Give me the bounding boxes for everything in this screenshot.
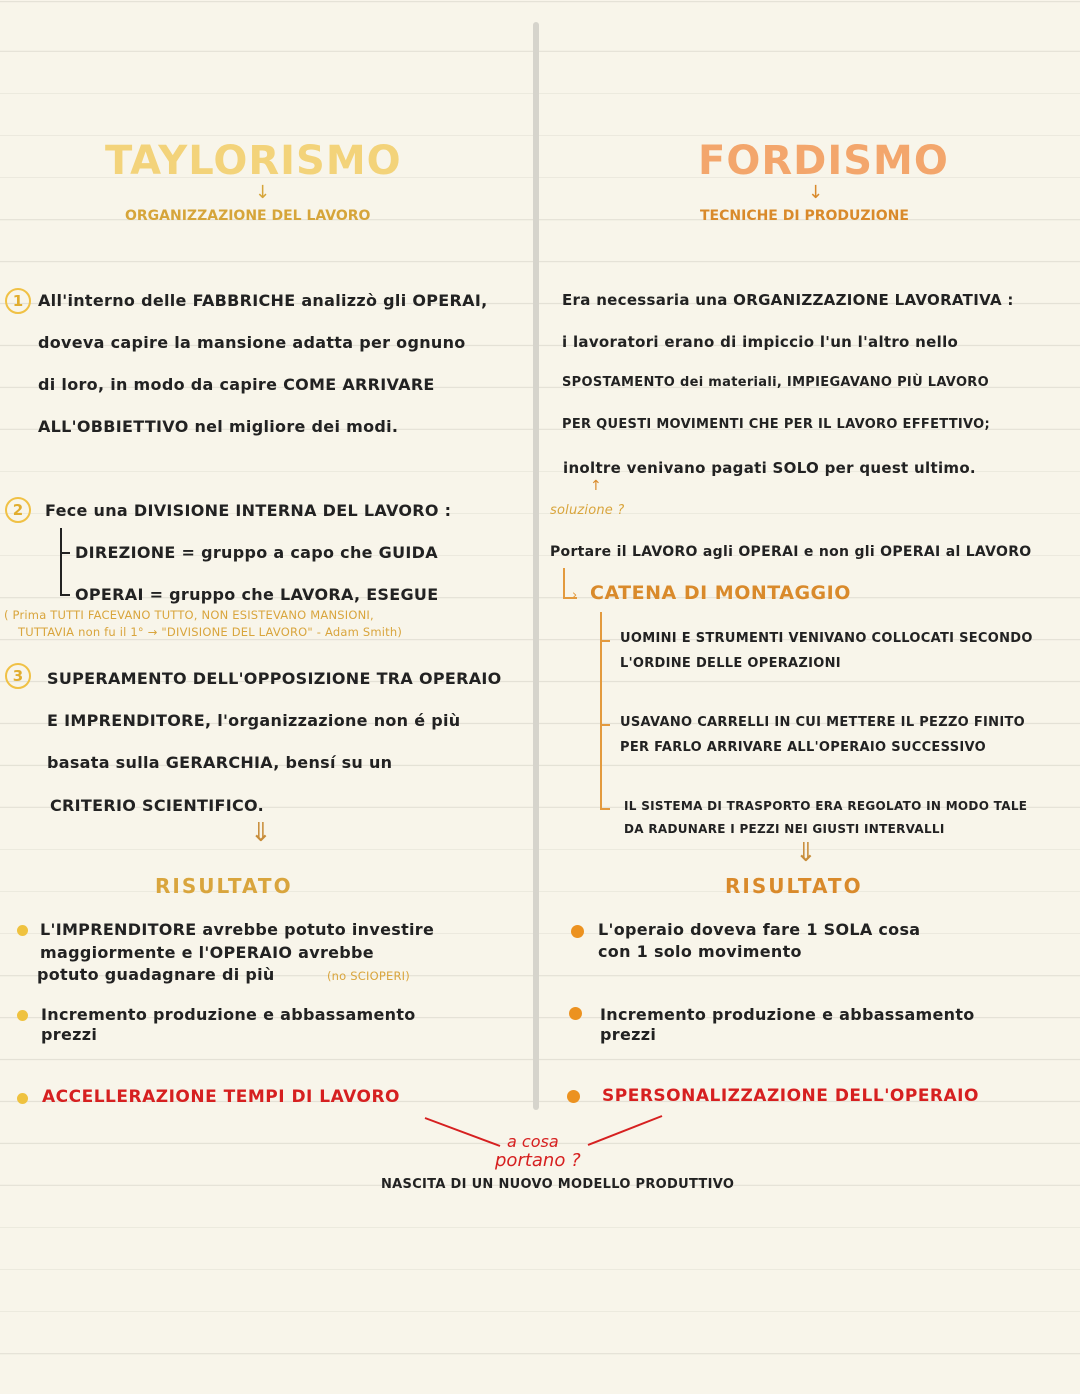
- intro-line3: SPOSTAMENTO dei materiali, IMPIEGAVANO PIÙ LAVORO: [562, 375, 989, 390]
- taylorismo-subtitle: ORGANIZZAZIONE DEL LAVORO: [125, 208, 371, 224]
- double-down-arrow-icon: ⇓: [795, 838, 817, 868]
- historical-note-2: TUTTAVIA non fu il 1° → "DIVISIONE DEL LAVORO" - Adam Smith): [18, 625, 403, 639]
- left-bullet2-line2: prezzi: [41, 1025, 98, 1044]
- left-bullet1-extra: (no SCIOPERI): [327, 969, 410, 983]
- point1-line4: ALL'OBBIETTIVO nel migliore dei modi.: [38, 417, 399, 436]
- right-bullet3: SPERSONALIZZAZIONE DELL'OPERAIO: [602, 1086, 979, 1106]
- point3-line3: basata sulla GERARCHIA, bensí su un: [47, 753, 393, 772]
- red-line-left: [425, 1118, 500, 1146]
- historical-note-1: ( Prima TUTTI FACEVANO TUTTO, NON ESISTEVANO MANSIONI,: [4, 608, 374, 622]
- catena-di-montaggio: CATENA DI MONTAGGIO: [590, 582, 851, 604]
- taylorismo-title: TAYLORISMO: [105, 138, 402, 184]
- point3-line2: E IMPRENDITORE, l'organizzazione non é più: [47, 711, 461, 730]
- question-line1: a cosa: [507, 1132, 559, 1151]
- intro-line2: i lavoratori erano di impiccio l'un l'altro nello: [562, 333, 959, 351]
- right-arrow-icon: ›: [572, 588, 578, 603]
- right-bullet1-line1: L'operaio doveva fare 1 SOLA cosa: [598, 920, 921, 939]
- item1-line2: L'ORDINE DELLE OPERAZIONI: [620, 656, 841, 671]
- conclusion: NASCITA DI UN NUOVO MODELLO PRODUTTIVO: [381, 1177, 735, 1192]
- point2-heading: Fece una DIVISIONE INTERNA DEL LAVORO :: [45, 501, 452, 520]
- down-arrow-icon: ↓: [808, 182, 824, 203]
- portare-line: Portare il LAVORO agli OPERAI e non gli OPERAI al LAVORO: [550, 544, 1032, 560]
- left-bullet1-line3: potuto guadagnare di più: [37, 965, 275, 984]
- item3-line1: IL SISTEMA DI TRASPORTO ERA REGOLATO IN MODO TALE: [624, 799, 1028, 813]
- right-risultato-heading: RISULTATO: [725, 874, 863, 898]
- item1-line1: UOMINI E STRUMENTI VENIVANO COLLOCATI SECONDO: [620, 631, 1033, 646]
- right-bullet2-line2: prezzi: [600, 1025, 657, 1044]
- soluzione-label: soluzione ?: [550, 503, 625, 518]
- red-line-right: [588, 1116, 662, 1145]
- number-badge-1: 1: [5, 288, 31, 314]
- number-badge-2: 2: [5, 497, 31, 523]
- branch-direzione: DIREZIONE = gruppo a capo che GUIDA: [75, 543, 438, 562]
- point1-line3: di loro, in modo da capire COME ARRIVARE: [38, 375, 435, 394]
- down-arrow-icon: ↓: [255, 182, 271, 203]
- item2-line2: PER FARLO ARRIVARE ALL'OPERAIO SUCCESSIVO: [620, 740, 986, 755]
- intro-line1: Era necessaria una ORGANIZZAZIONE LAVORATIVA :: [562, 291, 1014, 309]
- right-bullet2-line1: Incremento produzione e abbassamento: [600, 1005, 975, 1024]
- left-bullet3: ACCELLERAZIONE TEMPI DI LAVORO: [42, 1087, 400, 1107]
- number-badge-3: 3: [5, 663, 31, 689]
- item3-line2: DA RADUNARE I PEZZI NEI GIUSTI INTERVALLI: [624, 822, 945, 836]
- point3-line4: CRITERIO SCIENTIFICO.: [50, 796, 264, 815]
- fordismo-title: FORDISMO: [698, 138, 949, 184]
- right-bullet1-line2: con 1 solo movimento: [598, 942, 802, 961]
- point1-line1: All'interno delle FABBRICHE analizzò gli OPERAI,: [38, 291, 488, 310]
- question-line2: portano ?: [495, 1150, 581, 1171]
- intro-line5: inoltre venivano pagati SOLO per quest ultimo.: [563, 459, 976, 477]
- point1-line2: doveva capire la mansione adatta per ognuno: [38, 333, 466, 352]
- point3-line1: SUPERAMENTO DELL'OPPOSIZIONE TRA OPERAIO: [47, 669, 502, 688]
- left-bullet1-line1: L'IMPRENDITORE avrebbe potuto investire: [40, 920, 435, 939]
- left-bullet1-line2: maggiormente e l'OPERAIO avrebbe: [40, 943, 374, 962]
- branch-operai: OPERAI = gruppo che LAVORA, ESEGUE: [75, 585, 439, 604]
- double-down-arrow-icon: ⇓: [250, 818, 272, 848]
- left-risultato-heading: RISULTATO: [155, 874, 293, 898]
- left-bullet2-line1: Incremento produzione e abbassamento: [41, 1005, 416, 1024]
- intro-line4: PER QUESTI MOVIMENTI CHE PER IL LAVORO EFFETTIVO;: [562, 417, 991, 432]
- item2-line1: USAVANO CARRELLI IN CUI METTERE IL PEZZO FINITO: [620, 715, 1026, 730]
- fordismo-subtitle: TECNICHE DI PRODUZIONE: [700, 208, 909, 224]
- up-arrow-icon: ↑: [590, 478, 602, 494]
